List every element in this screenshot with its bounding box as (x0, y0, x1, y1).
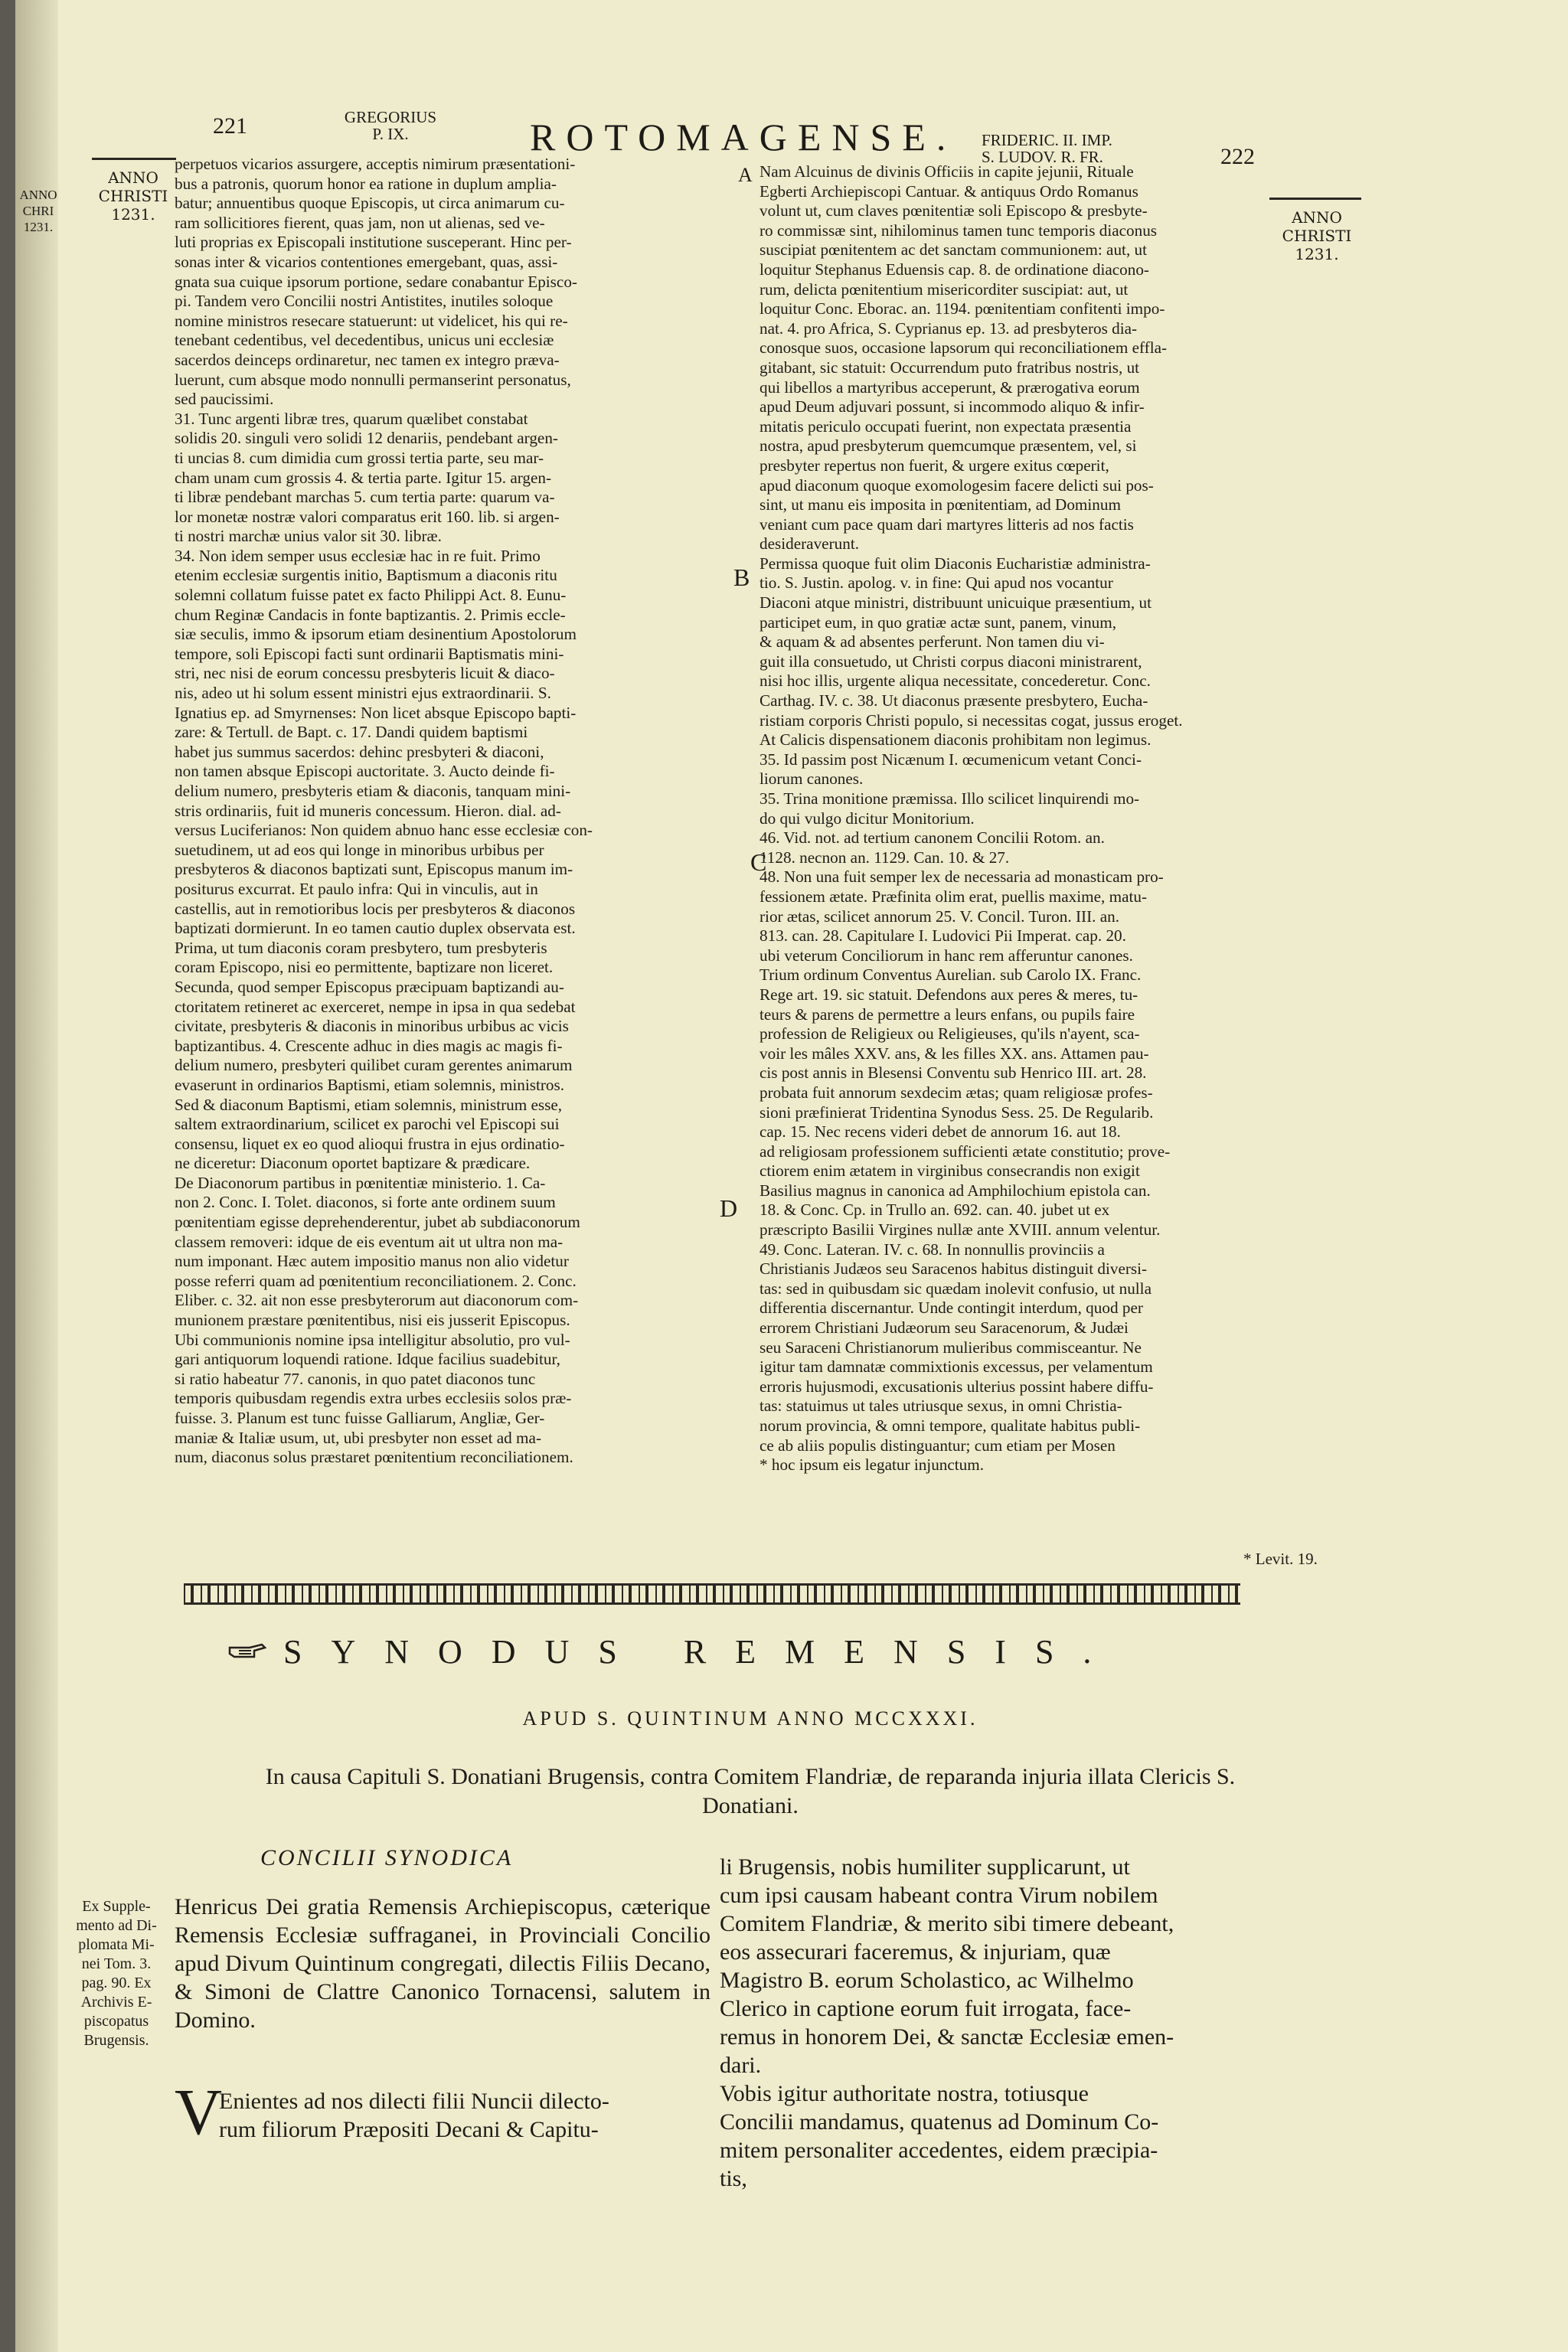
center-title: ROTOMAGENSE. (530, 116, 957, 158)
left-running-title: GREGORIUS P. IX. (344, 108, 437, 143)
source-note: Ex Supple- mento ad Di- plomata Mi- nei Tom. 3. pag. 90. Ex Archivis E- piscopatus Brugensis. (76, 1898, 157, 2049)
book-page (15, 0, 1568, 2352)
margin-letter-b: B (733, 564, 750, 591)
footnote-levit: * Levit. 19. (1243, 1550, 1318, 1568)
margin-letter-d: D (720, 1194, 738, 1222)
section-subtitle: APUD S. QUINTINUM ANNO MCCXXXI. (522, 1707, 978, 1730)
right-running-title: FRIDERIC. II. IMP. S. LUDOV. R. FR. (982, 131, 1112, 166)
pointing-hand-icon (228, 1642, 266, 1661)
right-page-number: 222 (1220, 144, 1255, 169)
right-year-label: ANNO CHRISTI 1231. (1282, 208, 1352, 263)
header-rule-right (1269, 198, 1361, 200)
margin-letter-a: A (738, 164, 753, 186)
left-year-label: ANNO CHRISTI 1231. (98, 168, 168, 224)
ornamental-divider (184, 1583, 1240, 1605)
letter-opening: Henricus Dei gratia Remensis Archiepiscopus, cæterique Remensis Ecclesiæ suffraganei, in Provinciali Concilio apud Divum Quintinum congregati, dilectis Filiis Decano, & Simoni de Clattre Canonico Tornacensi, salutem in Domino. (175, 1894, 710, 2033)
letter-body-left: Enientes ad nos dilecti filii Nuncii dilecto- rum filiorum Præpositi Decani & Capitu- (219, 2089, 609, 2142)
synodica-heading: CONCILII SYNODICA (260, 1845, 514, 1870)
drop-cap: V (175, 2075, 223, 2148)
left-column-notes: perpetuos vicarios assurgere, acceptis nimirum præsentationi- bus a patronis, quorum honor ea ratione in duplum amplia- batur; annuentibus quoque Episcopis, ut circa animarum cu- ram sollicitiores fierent, quas jam, non ut alienas, sed ve- luti proprias ex Episcopali institutione susceperant. Hinc per- sonas inter & vicarios contentiones emergebant, quas, assi- gnata sua cuique ipsorum portione, sedare conabantur Episco- pi. Tandem vero Concilii nostri Antistites, inutiles soloque nomine ministros resecare statuerunt: ut videlicet, his qui re- tenebant cedentibus, vel decedentibus, unicus uni ecclesiæ sacerdos deinceps ordinaretur, nec tamen ex integro præva- luerunt, cum absque modo nonnulli permanserint personatus, sed paucissimi. 31. Tunc argenti libræ tres, quarum quælibet constabat solidis 20. singuli vero solidi 12 denariis, pendebant argen- ti uncias 8. cum dimidia cum grossi tertia parte, seu mar- cham unam cum grossis 4. & tertia parte. Igitur 15. argen- ti libræ pendebant marchas 5. cum tertia parte: quarum va- lor monetæ nostræ valori comparatus erit 160. lib. si argen- ti nostri marchæ unius valor sit 30. libræ. 34. Non idem semper usus ecclesiæ hac in re fuit. Primo etenim ecclesiæ surgentis initio, Baptismum a diaconis ritu solemni collatum fuisse patet ex facto Philippi Act. 8. Eunu- chum Reginæ Candacis in fonte baptizantis. 2. Primis eccle- siæ seculis, immo & ipsorum etiam desinentium Apostolorum tempore, soli Episcopi facti sunt ordinarii Baptismatis mini- stri, nec nisi de eorum concessu presbyteris licuit & diaco- nis, adeo ut hi solum essent ministri ejus extraordinarii. S. Ignatius ep. ad Smyrnenses: Non licet absque Episcopo bapti- zare: & Tertull. de Bapt. c. 17. Dandi quidem baptismi habet jus summus sacerdos: dehinc presbyteri & diaconi, non tamen absque Episcopi auctoritate. 3. Aucto deinde fi- delium numero, presbyteris etiam & diaconis, tanquam mini- stris ordinariis, fuit id muneris concessum. Hieron. dial. ad- versus Luciferianos: Non quidem abnuo hanc esse ecclesiæ con- suetudinem, ut ad eos qui longe in minoribus urbibus per presbyteros & diaconos baptizati sunt, Episcopus manum im- positurus excurrat. Et paulo infra: Qui in vinculis, aut in castellis, aut in remotioribus locis per presbyteros & diaconos baptizati dormierunt. In eo tamen cautio duplex observata est. Prima, ut tum diaconis coram presbytero, tum presbyteris coram Episcopo, nisi eo permittente, baptizare non liceret. Secunda, quod semper Episcopus præcipuam baptizandi au- ctoritatem retineret ac exerceret, nempe in ipsa in qua sedebat civitate, presbyteris & diaconis in minoribus urbibus ac vicis baptizantibus. 4. Crescente adhuc in dies magis ac magis fi- delium numero, presbyteri quilibet curam gerentes animarum evaserunt in ordinarios Baptismi, etiam solemnis, ministros. Sed & diaconum Baptismi, etiam solemnis, ministrum esse, saltem extraordinarium, scilicet ex parochi vel Episcopi sui consensu, liquet ex eo quod alioqui frustra in ejus ordinatio- ne diceretur: Diaconum oportet baptizare & prædicare. De Diaconorum partibus in pœnitentiæ ministerio. 1. Ca- non 2. Conc. I. Tolet. diaconos, si forte ante ordinem suum pœnitentiam egisse deprehenderentur, jubet ab subdiaconorum classem removeri: idque de eis eventum ait ut ultra non ma- num imponant. Hæc autem impositio manus non alio videtur posse referri quam ad pœnitentium reconciliationem. 2. Conc. Eliber. c. 32. ait non esse presbyterorum aut diaconorum com- munionem præstare pœnitentibus, nisi eis jusserit Episcopus. Ubi communionis nomine ipsa intelligitur absolutio, pro vul- gari antiquorum loquendi ratione. Idque facilius suadebitur, si ratio habeatur 77. canonis, in quo patet diaconos tunc temporis quibusdam regendis extra urbes ecclesiis solos præ- fuisse. 3. Planum est tunc fuisse Galliarum, Angliæ, Ger- maniæ & Italiæ usum, ut, ubi presbyter non esset ad ma- num, diaconus solus præstaret pœnitentium reconciliationem. (175, 155, 593, 1467)
letter-body-right: li Brugensis, nobis humiliter supplicarunt, ut cum ipsi causam habeant contra Virum nobilem Comitem Flandriæ, & merito sibi timere debeant, eos assecurari faceremus, & injuriam, quæ Magistro B. eorum Scholastico, ac Wilhelmo Clerico in captione eorum fuit irrogata, face- remus in honorem Dei, & sanctæ Ecclesiæ emen- dari. Vobis igitur authoritate nostra, totiusque Concilii mandamus, quatenus ad Dominum Co- mitem personaliter accedentes, eidem præcipia- tis, (720, 1854, 1174, 2191)
margin-letter-c: C (750, 848, 767, 876)
section-intro: In causa Capituli S. Donatiani Brugensis, contra Comitem Flandriæ, de reparanda injuria illata Clericis S. Donatiani. (265, 1764, 1236, 1818)
right-column-notes: Nam Alcuinus de divinis Officiis in capite jejunii, Rituale Egberti Archiepiscopi Cantuar. & antiquus Ordo Romanus volunt ut, cum claves pœnitentiæ soli Episcopo & presbyte- ro commissæ sint, nihilominus tamen tunc temporis diaconus suscipiat pœnitentem ac det sanctam communionem: aut, ut loquitur Stephanus Eduensis cap. 8. de ordinatione diacono- rum, delicta pœnitentium misericorditer suscipiat: aut, ut loquitur Conc. Eborac. an. 1194. pœnitentiam confitenti impo- nat. 4. pro Africa, S. Cyprianus ep. 13. ad presbyteros dia- conosque suos, occasione lapsorum qui reconciliationem effla- gitabant, sic statuit: Occurrendum puto fratribus nostris, ut qui libellos a martyribus acceperunt, & prærogativa eorum apud Deum adjuvari possunt, si incommodo aliquo & infir- mitatis periculo occupati fuerint, non expectata præsentia nostra, apud presbyterum quemcumque præsentem, vel, si presbyter repertus non fuerit, & urgere exitus cœperit, apud diaconum quoque exomologesim facere delicti sui pos- sint, ut manu eis imposita in pœnitentiam, ad Dominum veniant cum pace quam dari martyres litteris ad nos factis desideraverunt. Permissa quoque fuit olim Diaconis Eucharistiæ administra- tio. S. Justin. apolog. v. in fine: Qui apud nos vocantur Diaconi atque ministri, distribuunt unicuique præsentium, ut participet eum, in quo gratiæ actæ sunt, panem, vinum, & aquam & ad absentes perferunt. Non tamen diu vi- guit illa consuetudo, ut Christi corpus diaconi ministrarent, nisi hoc illis, urgente aliqua necessitate, concederetur. Conc. Carthag. IV. c. 38. Ut diaconus præsente presbytero, Eucha- ristiam corporis Christi populo, si necessitas cogat, jussus eroget. At Calicis dispensationem diaconis prohibitam non legimus. 35. Id passim post Nicænum I. œcumenicum vetant Conci- liorum canones. 35. Trina monitione præmissa. Illo scilicet linquirendi mo- do qui vulgo dicitur Monitorium. 46. Vid. not. ad tertium canonem Concilii Rotom. an. 1128. necnon an. 1129. Can. 10. & 27. 48. Non una fuit semper lex de necessaria ad monasticam pro- fessionem ætate. Præfinita olim erat, puellis maxime, matu- rior ætas, scilicet annorum 25. V. Concil. Turon. III. an. 813. can. 28. Capitulare I. Ludovici Pii Imperat. cap. 20. ubi veterum Conciliorum in hanc rem afferuntur canones. Trium ordinum Conventus Aurelian. sub Carolo IX. Franc. Rege art. 19. sic statuit. Defendons aux peres & meres, tu- teurs & parens de permettre a leurs enfans, ou pupils faire profession de Religieux ou Religieuses, qu'ils n'ayent, sca- voir les mâles XXV. ans, & les filles XX. ans. Attamen pau- cis post annis in Blesensi Conventu sub Henrico III. art. 28. probata fuit annorum sexdecim ætas; quam religiosæ profes- sioni præfinierat Tridentina Synodus Sess. 25. De Regularib. cap. 15. Nec recens videri debet de annorum 16. aut 18. ad religiosam professionem sufficienti ætate constitutio; prove- ctiorem enim ætatem in virginibus consecrandis non exigit Basilius magnus in canonica ad Amphilochium epistola can. 18. & Conc. Cp. in Trullo an. 692. can. 40. jubet ut ex præscripto Basilii Virgines nullæ ante XVIII. annum velentur. 49. Conc. Lateran. IV. c. 68. In nonnullis provinciis a Christianis Judæos seu Saracenos habitus distinguit diversi- tas: sed in quibusdam sic quædam inolevit confusio, ut nulla differentia discernantur. Unde contingit interdum, quod per errorem Christiani Judæorum seu Saracenorum, & Judæi seu Saraceni Christianorum mulieribus commisceantur. Ne igitur tam damnatæ commixtionis excessus, per velamentum erroris hujusmodi, excusationis ulterius possint habere diffu- tas: statuimus ut tales utriusque sexus, in omni Christia- norum provincia, & omni tempore, qualitate habitus publi- ce ab aliis populis distinguantur; cum etiam per Mosen * hoc ipsum eis legatur injunctum. (760, 162, 1183, 1475)
left-page-number: 221 (213, 113, 247, 139)
binding-gutter (15, 0, 58, 2352)
header-rule-left (92, 158, 176, 160)
section-title: SYNODUS REMENSIS. (283, 1633, 1121, 1671)
edge-year-label: ANNO CHRI 1231. (19, 188, 57, 234)
